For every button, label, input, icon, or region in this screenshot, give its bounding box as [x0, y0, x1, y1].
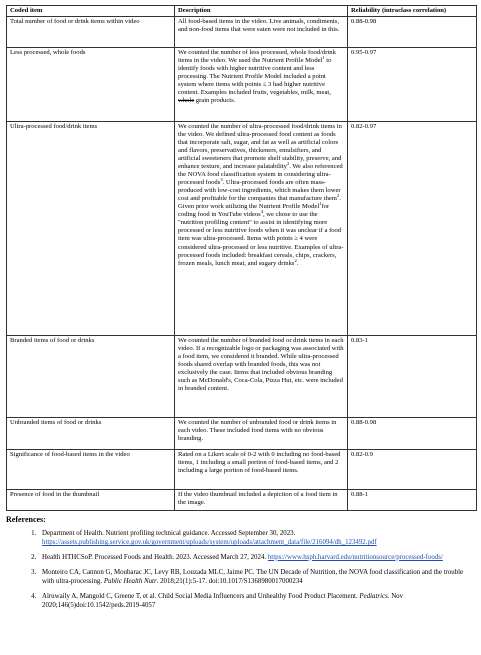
reference-link[interactable]: https://www.hsph.harvard.edu/nutritionsource/processed-foods/	[267, 553, 443, 561]
reference-text: Health HTHCSoP. Processed Foods and Health. 2023. Accessed March 27, 2024.	[42, 553, 268, 561]
table-row	[7, 17, 477, 48]
table-row	[7, 450, 477, 490]
row-reliability: 0.88-1	[348, 490, 477, 511]
row-reliability: 0.82-0.9	[348, 450, 477, 490]
table-row	[7, 48, 477, 122]
desc-text: to identify foods with higher nutritive content and less processing. The Nutrient Profile Model included a point system where items with points ≤ 3 had higher nutritive content. Examples included fruits, vegetables, milk, meat,	[178, 57, 332, 97]
references-list	[6, 530, 476, 611]
row-description: We counted the number of unbranded food or drink items in each video. These included food items with no obvious branding.	[175, 418, 348, 450]
desc-text: , we chose to use the "nutrition profiling content" to assist in identifying more processed or less nutritive foods when it was unclear if a food item was ultra-processed. Items with points ≥ 4 were considered ultra-processed or less nutritive. Examples of ultra-processed foods included: breakfast cereals, chips, crackers, frozen meals, lunch meat, and sugary drinks	[178, 211, 344, 267]
reference-item	[38, 554, 476, 563]
desc-text: . Given prior work utilizing the Nutrient Profile Model	[178, 195, 341, 211]
desc-text: . We also referenced the NOVA food classification system in considering ultra-processed foods	[178, 163, 343, 187]
row-description: All food-based items in the video. Live animals, condiments, and non-food items that were eaten were not included in this.	[175, 17, 348, 48]
document-page	[6, 5, 476, 617]
reference-text: Alruwaily A, Mangold C, Greene T, et al. Child Social Media Influencers and Unhealthy Food Product Placement.	[42, 592, 360, 600]
desc-text: for coding food in YouTube videos	[178, 203, 330, 219]
reference-item	[38, 593, 476, 611]
header-reliability: Reliability (intraclass correlation)	[348, 6, 477, 17]
table-header-row	[7, 6, 477, 17]
desc-text: . Ultra-processed foods are often mass-produced with low-cost ingredients, which makes them lower cost and profitable for the companies that manufacture them	[178, 179, 341, 203]
desc-text: grain products.	[194, 97, 236, 105]
header-coded-item: Coded item	[7, 6, 175, 17]
table-row	[7, 418, 477, 450]
row-item: Branded items of food or drinks	[7, 336, 175, 418]
desc-text: We counted the number of ultra-processed food/drink items in the video. We defined ultra-processed food content as foods that incorporate salt, sugar, and fat as well as artificial colors and flavors, preservatives, thickeners, emulsifiers, and artificial sweeteners that promote shelf stability, preserve, and enhance texture, and increase palatability	[178, 123, 342, 171]
row-item: Presence of food in the thumbnail	[7, 490, 175, 511]
citation-sup: 3	[220, 177, 223, 183]
row-description: We counted the number of branded food or drink items in each video. If a recognizable logo or packaging was associated with a food item, we considered it branded. While ultra-processed foods shared overlap with branded foods, this was not exclusively the case. Items that included obvious branding such as McDonald's, Coca-Cola, Pizza Hut, etc. were included in branded content.	[175, 336, 348, 418]
desc-text: We counted the number of less processed, whole food/drink items in the video. We used the Nutrient Profile Model	[178, 49, 336, 65]
reference-item	[38, 569, 476, 587]
row-description	[175, 122, 348, 336]
strikethrough-text: whole	[178, 97, 195, 105]
row-reliability: 0.95-0.97	[348, 48, 477, 122]
row-item: Total number of food or drink items within video	[7, 17, 175, 48]
reference-link[interactable]: https://assets.publishing.service.gov.uk/government/uploads/system/uploads/attachment_data/file/216094/dh_123492.pdf	[42, 539, 377, 546]
row-description: Rated on a Likert scale of 0-2 with 0 including no food-based items, 1 including a small portion of food-based items, and 2 including a large portion of food-based items.	[175, 450, 348, 490]
row-item: Significance of food-based items in the video	[7, 450, 175, 490]
table-row	[7, 490, 477, 511]
row-item: Unbranded items of food or drinks	[7, 418, 175, 450]
row-description	[175, 48, 348, 122]
table-row	[7, 336, 477, 418]
coding-table	[6, 5, 477, 511]
row-reliability: 0.83-1	[348, 336, 477, 418]
references-heading: References:	[6, 515, 46, 525]
reference-text: Monteiro CA, Cannon G, Moubarac JC, Levy RB, Louzada MLC, Jaime PC. The UN Decade of Nutrition, the NOVA food classification and the trouble with ultra-processing.	[42, 568, 464, 585]
citation-sup: 2	[336, 193, 340, 199]
header-description: Description	[175, 6, 348, 17]
reference-text: Department of Health. Nutrient profiling technical guidance. Accessed September 30, 2023.	[42, 530, 296, 538]
row-description: If the video thumbnail included a depiction of a food item in the image.	[175, 490, 348, 511]
table-row	[7, 122, 477, 336]
citation-sup: 2	[286, 161, 290, 166]
row-item: Less processed, whole foods	[7, 48, 175, 122]
reference-text: . 2018;21(1):5-17. doi:10.1017/S1368980017000234	[156, 577, 303, 585]
desc-text: .	[296, 259, 299, 267]
reference-item	[38, 530, 476, 548]
reference-journal: Public Health Nutr	[103, 577, 157, 585]
citation-sup: 2	[294, 257, 297, 263]
row-item: Ultra-processed food/drink items	[7, 122, 175, 336]
row-reliability: 0.88-0.98	[348, 418, 477, 450]
citation-sup: 1	[322, 54, 325, 60]
reference-journal: Pediatrics	[359, 592, 388, 600]
row-reliability: 0.82-0.97	[348, 122, 477, 336]
row-reliability: 0.88-0.98	[348, 17, 477, 48]
citation-sup: 1	[319, 201, 322, 207]
citation-sup: 4	[260, 209, 263, 215]
reference-text: . Nov 2020;146(5)doi:10.1542/peds.2019-4057	[42, 592, 404, 609]
